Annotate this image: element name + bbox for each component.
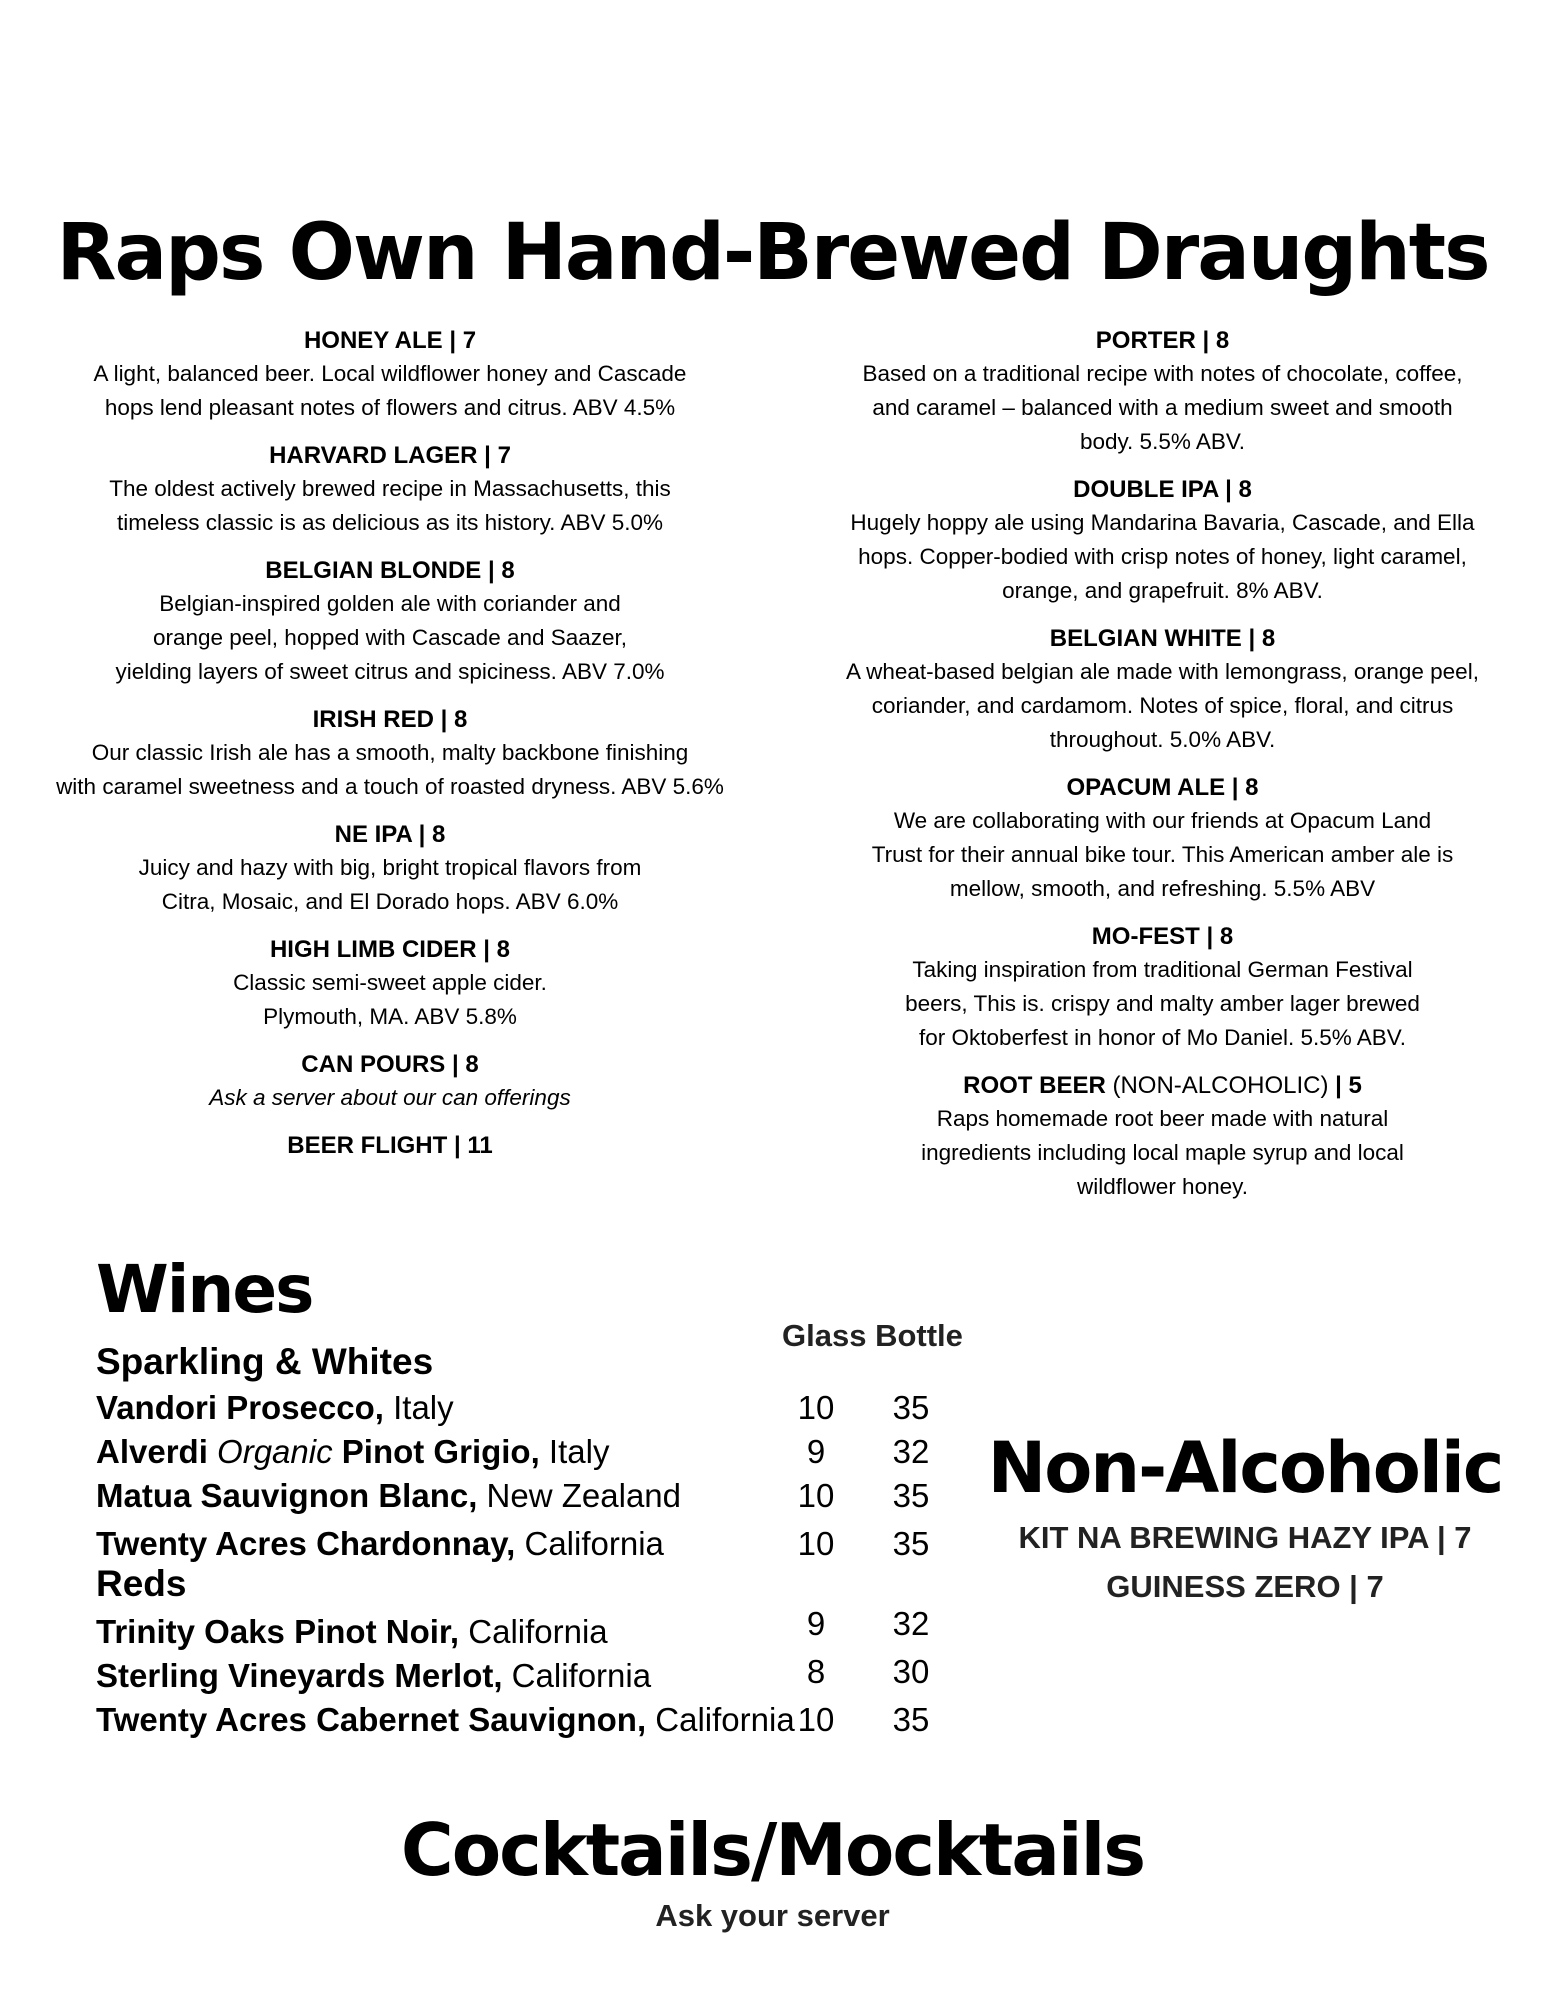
beer-description-line: Plymouth, MA. ABV 5.8% [263,1004,517,1029]
beer-item-opacum-ale [800,771,1525,906]
beer-item-double-ipa [800,473,1525,608]
beer-name: IRISH RED | 8 [312,706,468,733]
beer-description-line: yielding layers of sweet citrus and spiciness. ABV 7.0% [115,659,665,684]
beer-description-line: coriander, and cardamom. Notes of spice, floral, and citrus [871,693,1454,718]
draughts-title: Raps Own Hand-Brewed Draughts [56,208,1489,298]
beer-description-line: orange peel, hopped with Cascade and Saazer, [152,625,628,650]
beer-description-line: hops. Copper-bodied with crisp notes of honey, light caramel, [858,544,1467,569]
beer-name-note: (NON-ALCOHOLIC) [1105,1072,1336,1099]
wine-origin: Italy [383,1389,454,1426]
wine-name: Matua Sauvignon Blanc, [96,1477,478,1514]
beer-description-line: beers, This is. crispy and malty amber lager brewed [905,991,1420,1016]
wine-glass-price: 10 [797,1701,835,1738]
wine-name: Trinity Oaks Pinot Noir, [96,1613,460,1650]
wines-title: Wines [96,1251,313,1328]
beer-name: HARVARD LAGER | 7 [269,442,511,469]
beer-description-line: mellow, smooth, and refreshing. 5.5% ABV [949,876,1376,901]
beer-description-line: body. 5.5% ABV. [1079,429,1246,454]
wine-name: Vandori Prosecco, [96,1389,384,1426]
beer-description-line: A light, balanced beer. Local wildflower honey and Cascade [93,361,687,386]
beer-price: | 5 [1335,1072,1362,1099]
beer-item-belgian-white [800,622,1525,757]
wine-bottle-price: 35 [892,1701,930,1738]
wine-name: Twenty Acres Cabernet Sauvignon, [96,1701,647,1738]
beer-item-irish-red [20,703,760,804]
beer-description-line: throughout. 5.0% ABV. [1049,727,1276,752]
wine-row [96,1522,956,1566]
beer-name: HIGH LIMB CIDER | 8 [269,936,511,963]
wine-glass-price: 10 [797,1525,835,1562]
beer-item-high-limb-cider [20,933,760,1034]
beer-item-harvard-lager [20,439,760,540]
beer-item-porter [800,324,1525,459]
wine-row [96,1605,956,1654]
wine-row [96,1430,956,1474]
beer-description-line: for Oktoberfest in honor of Mo Daniel. 5.5% ABV. [919,1025,1406,1050]
beer-item-can-pours [20,1048,760,1115]
wine-glass-price: 10 [797,1389,835,1426]
beer-description-line: The oldest actively brewed recipe in Massachusetts, this [109,476,671,501]
non-alcoholic-item: GUINESS ZERO | 7 [1106,1569,1384,1604]
beer-description-line: Ask a server about our can offerings [209,1085,571,1110]
wine-row [96,1698,956,1742]
non-alcoholic-item: KIT NA BREWING HAZY IPA | 7 [1018,1520,1472,1555]
beer-description-line: wildflower honey. [1077,1174,1248,1199]
beer-name: OPACUM ALE | 8 [1066,774,1259,801]
wine-row [96,1474,956,1518]
beer-description-line: Citra, Mosaic, and El Dorado hops. ABV 6.0% [161,889,619,914]
wine-name: Sterling Vineyards Merlot, [96,1657,503,1694]
wine-name: Twenty Acres Chardonnay, [96,1525,516,1562]
wine-bottle-price: 35 [892,1389,930,1426]
beer-description-line: with caramel sweetness and a touch of roasted dryness. ABV 5.6% [56,774,724,799]
beer-description-line: hops lend pleasant notes of flowers and citrus. ABV 4.5% [104,395,676,420]
beer-name: NE IPA | 8 [334,821,446,848]
beer-description-line: Raps homemade root beer made with natural [936,1106,1389,1131]
wine-origin: California [515,1525,664,1562]
wine-glass-price: 9 [806,1605,826,1642]
wine-row [96,1386,956,1430]
beer-description-line: A wheat-based belgian ale made with lemongrass, orange peel, [846,659,1479,684]
beer-description-line: Based on a traditional recipe with notes of chocolate, coffee, [862,361,1463,386]
beer-item-root-beer [800,1069,1525,1204]
wine-origin: California [459,1613,608,1650]
beer-description-line: Trust for their annual bike tour. This American amber ale is [871,842,1454,867]
wine-row [96,1654,956,1698]
wine-origin: California [502,1657,652,1694]
beer-description-line: Belgian-inspired golden ale with coriander and [159,591,621,616]
beer-description-line: Taking inspiration from traditional German Festival [912,957,1413,982]
wine-name-organic: Organic [217,1433,333,1470]
beer-name: PORTER | 8 [1095,327,1230,354]
non-alcoholic-title: Non-Alcoholic [987,1427,1503,1509]
wine-bottle-price: 30 [892,1653,930,1690]
glass-header: Glass [782,1318,867,1353]
wine-column-headers [782,1318,982,1354]
beer-description-line: and caramel – balanced with a medium sweet and smooth [872,395,1453,420]
beer-name: MO-FEST | 8 [1091,923,1234,950]
beer-item-honey-ale [20,324,760,425]
beer-name: CAN POURS | 8 [301,1051,479,1078]
draughts-left-column [20,324,760,1176]
wine-origin: California [646,1701,795,1738]
bottle-header: Bottle [875,1318,963,1353]
beer-item-beer-flight [20,1129,760,1162]
draughts-right-column [800,324,1525,1218]
beer-item-ne-ipa [20,818,760,919]
wine-glass-price: 10 [797,1477,835,1514]
wine-glass-price: 9 [806,1433,826,1470]
sparkling-whites-heading: Sparkling & Whites [96,1341,434,1382]
reds-heading: Reds [96,1563,187,1604]
cocktails-title: Cocktails/Mocktails [400,1808,1145,1892]
wine-bottle-price: 32 [892,1605,930,1642]
wine-bottle-price: 35 [892,1477,930,1514]
wine-origin: Italy [539,1433,610,1470]
beer-description-line: Our classic Irish ale has a smooth, malty backbone finishing [91,740,689,765]
wine-name-part: Pinot Grigio, [332,1433,540,1470]
beer-name: BEER FLIGHT | 11 [287,1132,493,1159]
beer-item-belgian-blonde [20,554,760,689]
beer-description-line: Juicy and hazy with big, bright tropical flavors from [138,855,642,880]
cocktails-subtitle: Ask your server [655,1898,890,1933]
wine-bottle-price: 32 [892,1433,930,1470]
beer-name: BELGIAN BLONDE | 8 [265,557,515,584]
beer-name: HONEY ALE | 7 [303,327,477,354]
wine-name [96,1433,540,1470]
wine-name-part: Alverdi [96,1433,218,1470]
beer-description-line: Hugely hoppy ale using Mandarina Bavaria, Cascade, and Ella [850,510,1475,535]
beer-description-line: ingredients including local maple syrup and local [921,1140,1404,1165]
beer-description-line: orange, and grapefruit. 8% ABV. [1002,578,1323,603]
beer-description-line: Classic semi-sweet apple cider. [233,970,547,995]
beer-name-bold: ROOT BEER [963,1072,1106,1099]
wine-glass-price: 8 [806,1653,826,1690]
wine-bottle-price: 35 [892,1525,930,1562]
beer-description-line: timeless classic is as delicious as its history. ABV 5.0% [116,510,664,535]
wine-origin: New Zealand [477,1477,681,1514]
beer-name: DOUBLE IPA | 8 [1073,476,1252,503]
beer-name: BELGIAN WHITE | 8 [1049,625,1276,652]
beer-description-line: We are collaborating with our friends at Opacum Land [893,808,1432,833]
beer-name [800,1069,1525,1102]
beer-item-mo-fest [800,920,1525,1055]
